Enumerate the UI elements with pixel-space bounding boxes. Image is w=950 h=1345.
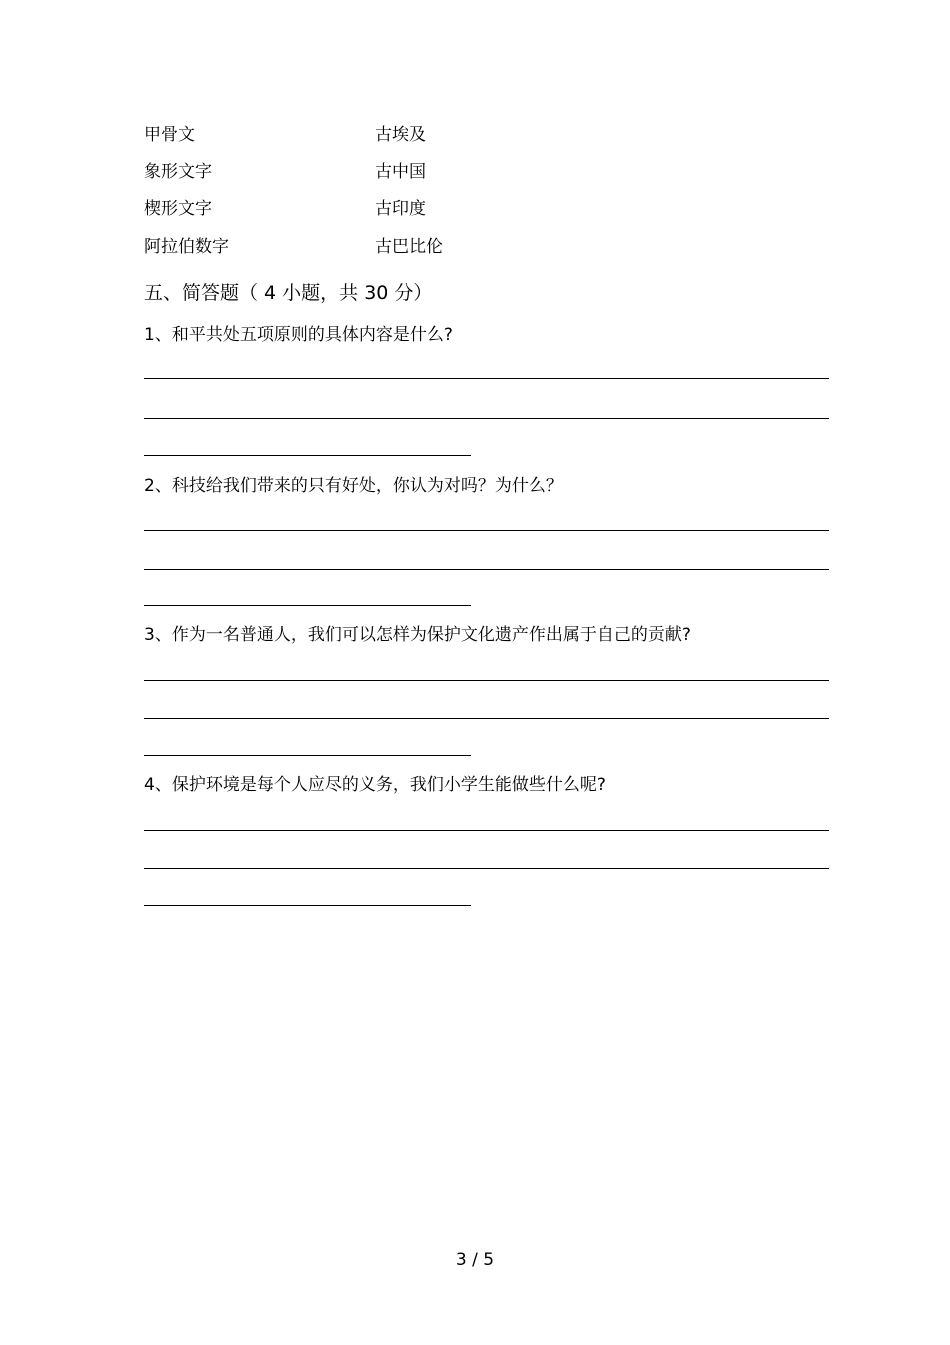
matching-row (144, 160, 844, 184)
matching-term: 象形文字 (144, 162, 212, 182)
question-1: 1、和平共处五项原则的具体内容是什么? (144, 325, 453, 345)
matching-term: 楔形文字 (144, 199, 212, 219)
answer-line[interactable] (144, 905, 471, 906)
answer-line[interactable] (144, 418, 829, 419)
answer-line[interactable] (144, 868, 829, 869)
matching-row (144, 123, 844, 147)
question-3: 3、作为一名普通人，我们可以怎样为保护文化遗产作出属于自己的贡献? (144, 625, 691, 645)
answer-line[interactable] (144, 755, 471, 756)
matching-row (144, 235, 844, 259)
matching-civilization: 古埃及 (375, 125, 426, 145)
answer-line[interactable] (144, 530, 829, 531)
page-number: 3 / 5 (455, 1250, 495, 1270)
matching-term: 甲骨文 (144, 125, 195, 145)
question-2: 2、科技给我们带来的只有好处，你认为对吗？为什么？ (144, 476, 563, 496)
answer-line[interactable] (144, 718, 829, 719)
matching-civilization: 古印度 (375, 199, 426, 219)
answer-line[interactable] (144, 830, 829, 831)
answer-line[interactable] (144, 378, 829, 379)
section-title: 五、简答题（ 4 小题，共 30 分） (144, 282, 433, 304)
answer-line[interactable] (144, 605, 471, 606)
matching-row (144, 197, 844, 221)
answer-line[interactable] (144, 680, 829, 681)
matching-civilization: 古巴比伦 (375, 237, 443, 257)
matching-term: 阿拉伯数字 (144, 237, 229, 257)
question-4: 4、保护环境是每个人应尽的义务，我们小学生能做些什么呢? (144, 775, 606, 795)
answer-line[interactable] (144, 455, 471, 456)
answer-line[interactable] (144, 569, 829, 570)
matching-civilization: 古中国 (375, 162, 426, 182)
